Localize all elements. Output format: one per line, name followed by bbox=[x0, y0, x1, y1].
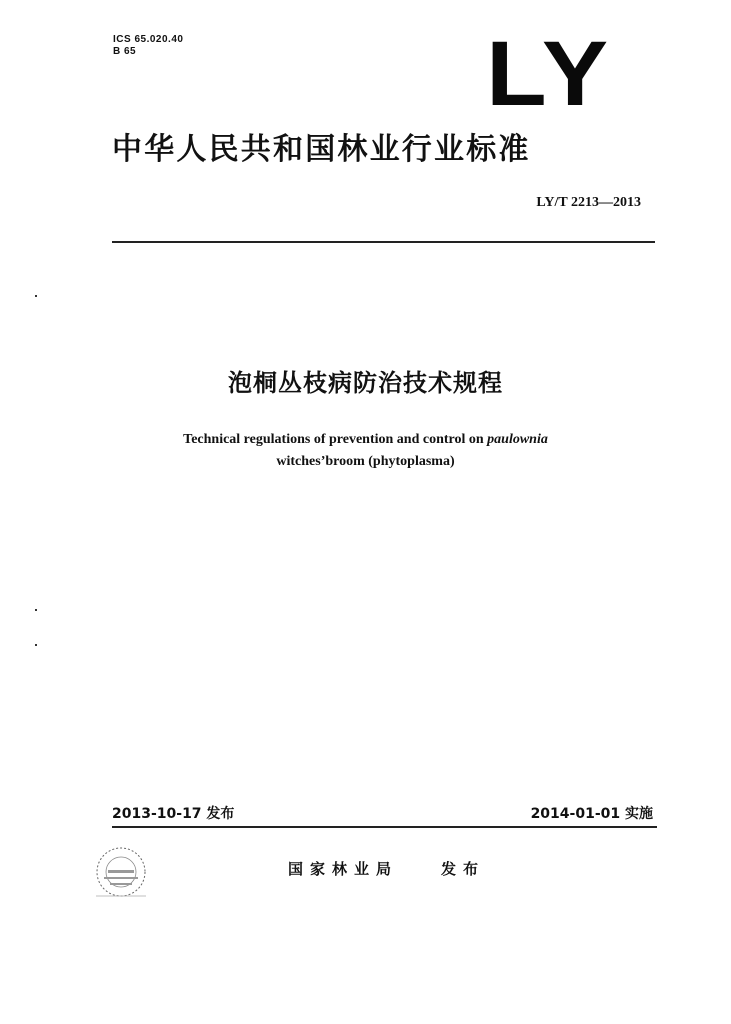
top-divider bbox=[112, 241, 655, 243]
issue-date: 2013-10-17 发布 bbox=[112, 806, 235, 822]
english-title-line-1 bbox=[0, 429, 731, 451]
margin-dot bbox=[35, 609, 37, 611]
standard-number: LY/T 2213—2013 bbox=[536, 195, 641, 210]
standard-category-title: 中华人民共和国林业行业标准 bbox=[112, 132, 531, 167]
ly-logo: LY bbox=[486, 23, 613, 125]
english-title-text: Technical regulations of prevention and control on bbox=[183, 432, 488, 447]
ccs-code: B 65 bbox=[113, 46, 137, 57]
margin-dot bbox=[35, 644, 37, 646]
publish-label: 发布 bbox=[441, 860, 486, 878]
margin-dot bbox=[35, 295, 37, 297]
publisher-seal-icon bbox=[88, 844, 154, 904]
document-title-english bbox=[0, 429, 731, 473]
document-title-chinese: 泡桐丛枝病防治技术规程 bbox=[228, 369, 503, 397]
publisher-name: 国家林业局 bbox=[288, 860, 399, 878]
english-title-italic: paulownia bbox=[487, 432, 548, 447]
classification-codes bbox=[113, 34, 183, 58]
ics-code: ICS 65.020.40 bbox=[113, 34, 184, 45]
implementation-date: 2014-01-01 实施 bbox=[530, 806, 653, 822]
english-title-line-2: witches’broom (phytoplasma) bbox=[276, 454, 455, 469]
bottom-divider bbox=[112, 826, 657, 828]
